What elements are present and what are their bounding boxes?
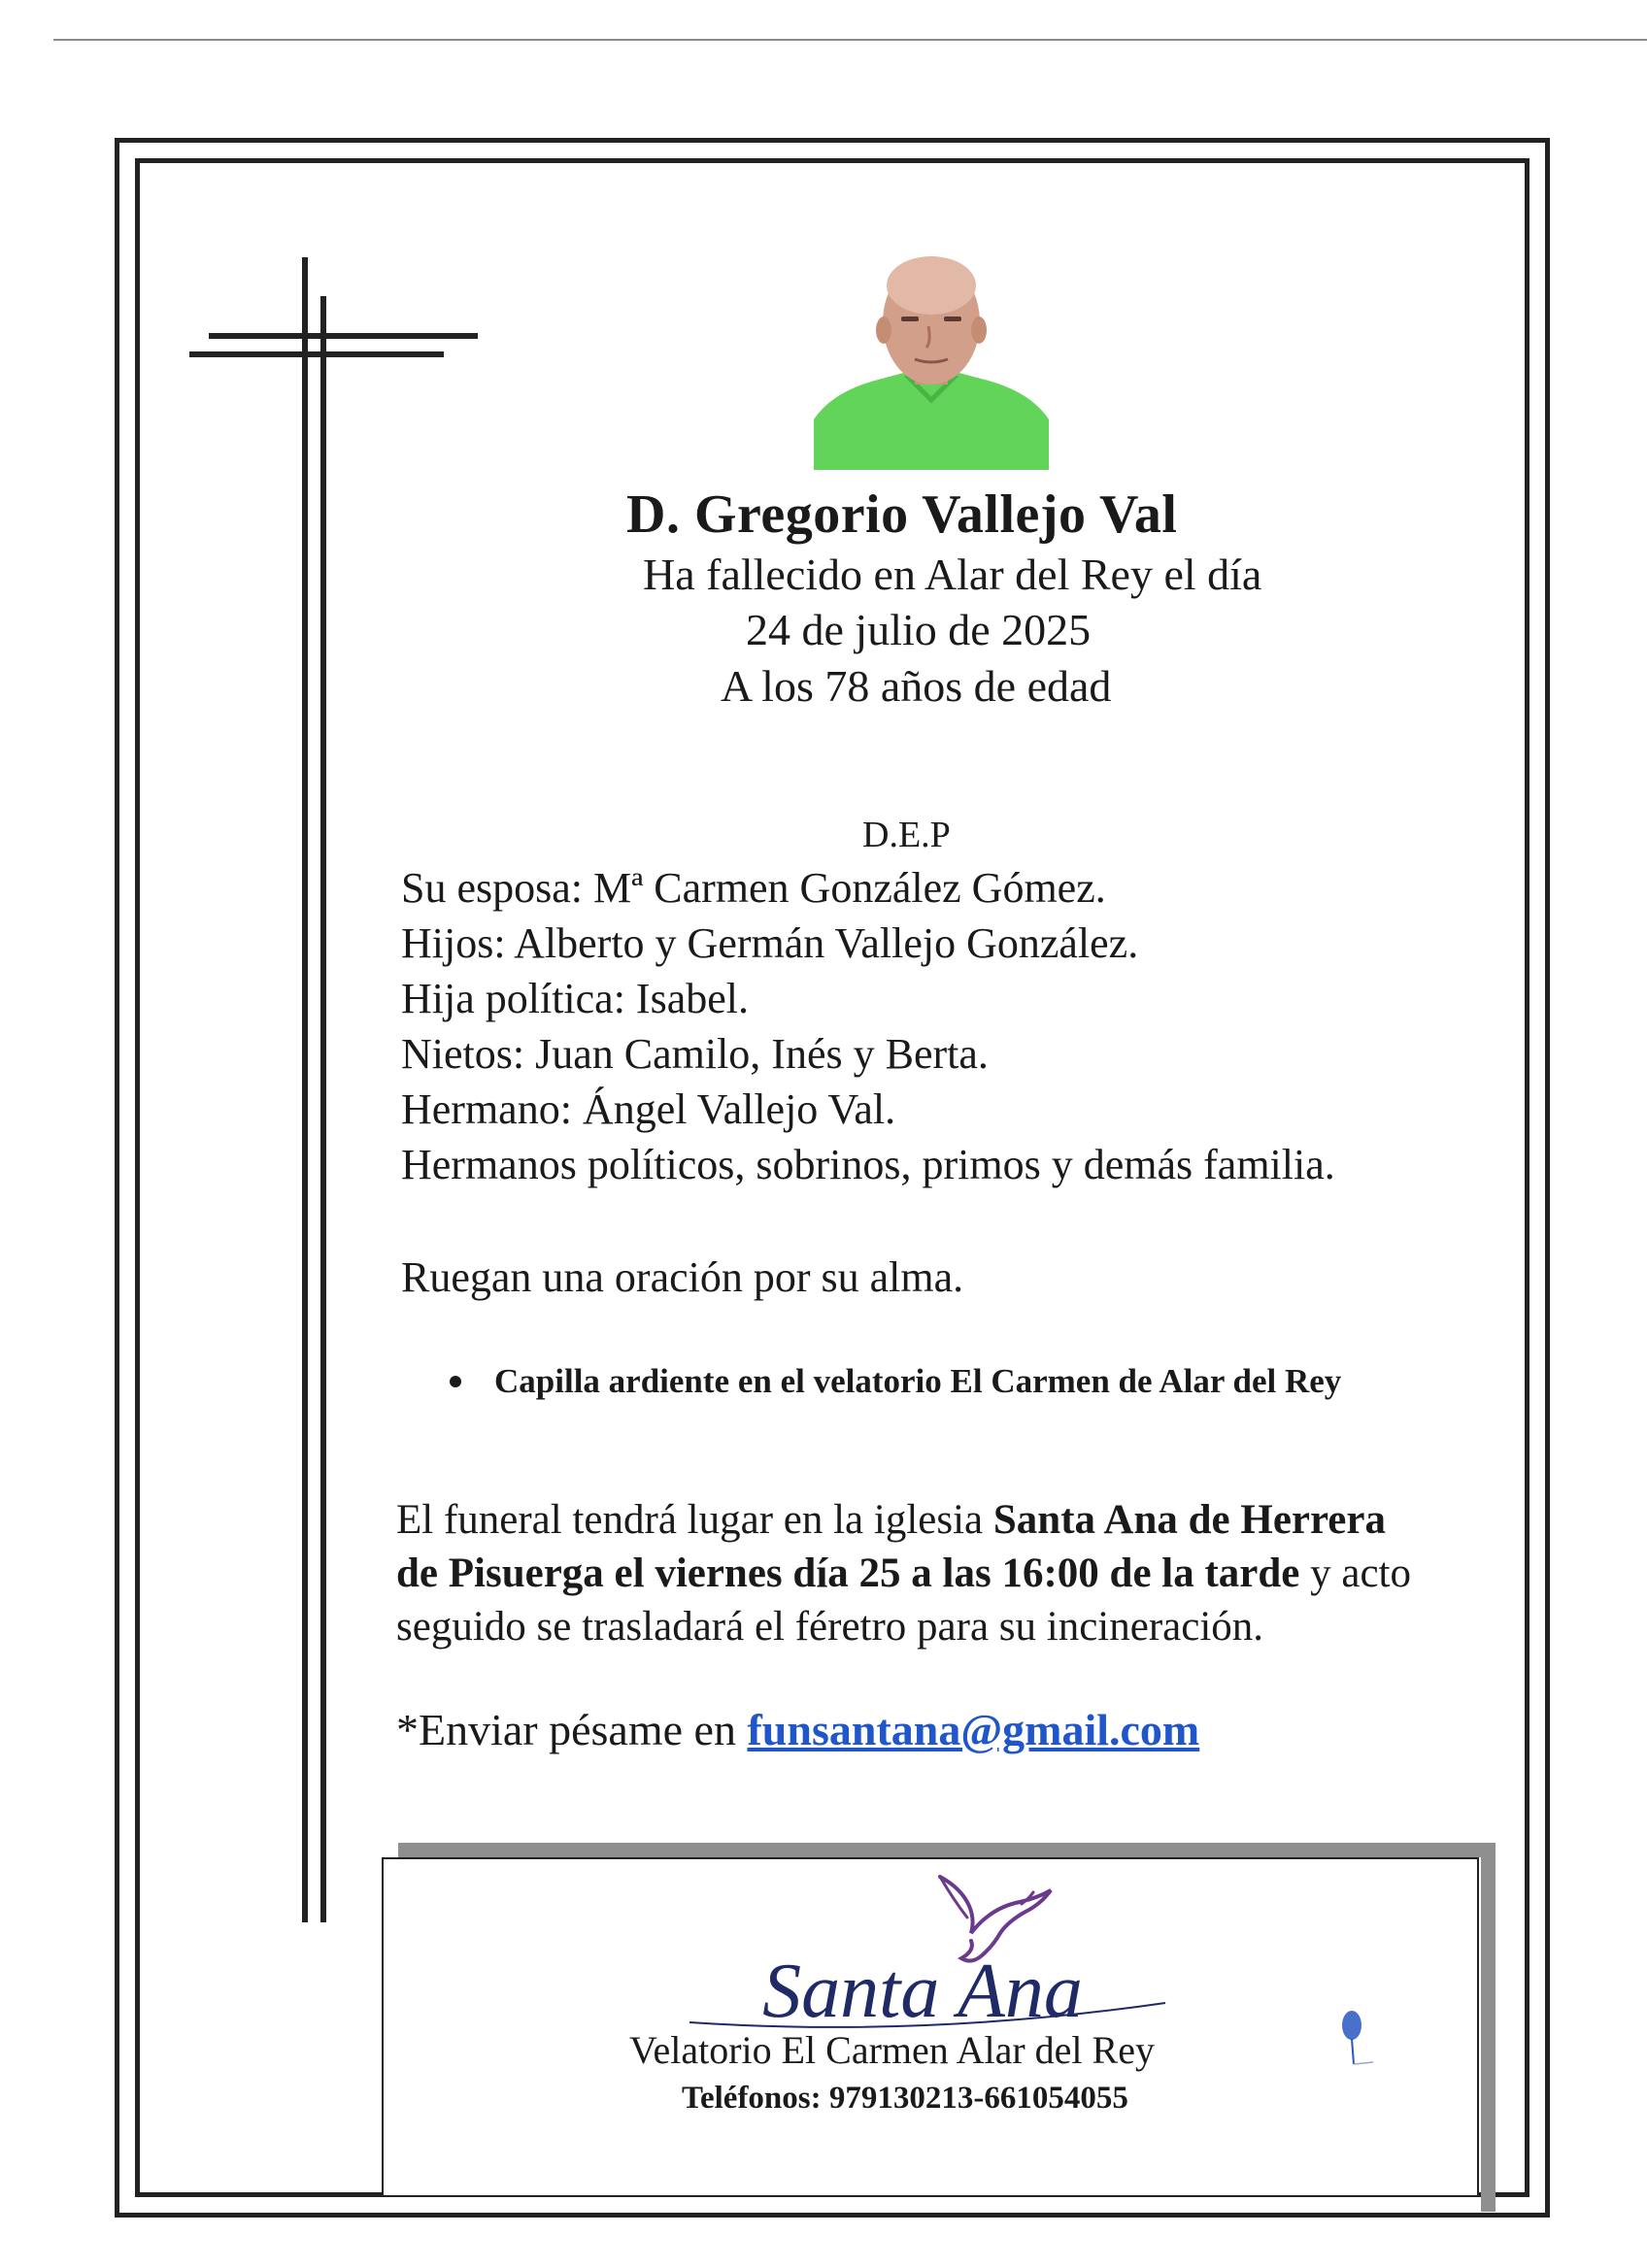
funeral-paragraph xyxy=(396,1493,1411,1653)
deceased-name: D. Gregorio Vallejo Val xyxy=(626,484,1178,545)
brand-name: Santa Ana xyxy=(762,1949,1083,2034)
phone-numbers: Teléfonos: 979130213-661054055 xyxy=(682,2081,1128,2116)
chapel-text: Capilla ardiente en el velatorio El Carmen de Alar del Rey xyxy=(494,1362,1342,1400)
cross-horizontal-bar-2 xyxy=(189,351,444,357)
family-list xyxy=(401,860,1335,1192)
family-daughter-in-law: Hija política: Isabel. xyxy=(401,975,749,1022)
dep-abbreviation: D.E.P xyxy=(862,815,951,855)
family-children: Hijos: Alberto y Germán Vallejo González. xyxy=(401,919,1139,967)
death-date: 24 de julio de 2025 xyxy=(746,605,1092,654)
condolences-line xyxy=(396,1704,1199,1755)
condolences-email-link[interactable]: funsantana@gmail.com xyxy=(747,1705,1200,1754)
funeral-time-details: de Pisuerga el viernes día 25 a las 16:00 de la tarde xyxy=(396,1551,1300,1596)
velatorio-name: Velatorio El Carmen Alar del Rey xyxy=(629,2028,1155,2072)
funeral-line-1 xyxy=(396,1493,1411,1547)
prayer-request: Ruegan una oración por su alma. xyxy=(401,1253,964,1301)
family-brother: Hermano: Ángel Vallejo Val. xyxy=(401,1085,896,1133)
family-grandchildren: Nietos: Juan Camilo, Inés y Berta. xyxy=(401,1030,989,1078)
funeral-line-3: seguido se trasladará el féretro para su incineración. xyxy=(396,1604,1264,1650)
age-line: A los 78 años de edad xyxy=(721,661,1112,711)
ink-mark xyxy=(1330,2000,1384,2078)
footer-box-shadow-top xyxy=(398,1843,1496,1857)
death-place-line: Ha fallecido en Alar del Rey el día xyxy=(643,550,1262,599)
deceased-portrait xyxy=(814,254,1049,470)
scan-top-edge xyxy=(53,39,1647,41)
family-spouse: Su esposa: Mª Carmen González Gómez. xyxy=(401,864,1106,912)
chapel-item xyxy=(450,1362,1341,1401)
cross-vertical-bar-1 xyxy=(302,257,308,1922)
funeral-line-2 xyxy=(396,1547,1411,1600)
cross-vertical-bar-2 xyxy=(320,296,326,1922)
bullet-icon xyxy=(450,1376,461,1387)
condolences-label: *Enviar pésame en xyxy=(396,1705,748,1754)
funeral-line-1-text: El funeral tendrá lugar en la iglesia xyxy=(396,1497,993,1543)
funeral-line-2-text: y acto xyxy=(1299,1551,1412,1596)
footer-box-shadow-right xyxy=(1481,1843,1496,2212)
family-extended: Hermanos políticos, sobrinos, primos y demás familia. xyxy=(401,1141,1335,1188)
cross-horizontal-bar-1 xyxy=(209,333,478,339)
funeral-church-name: Santa Ana de Herrera xyxy=(992,1497,1386,1543)
